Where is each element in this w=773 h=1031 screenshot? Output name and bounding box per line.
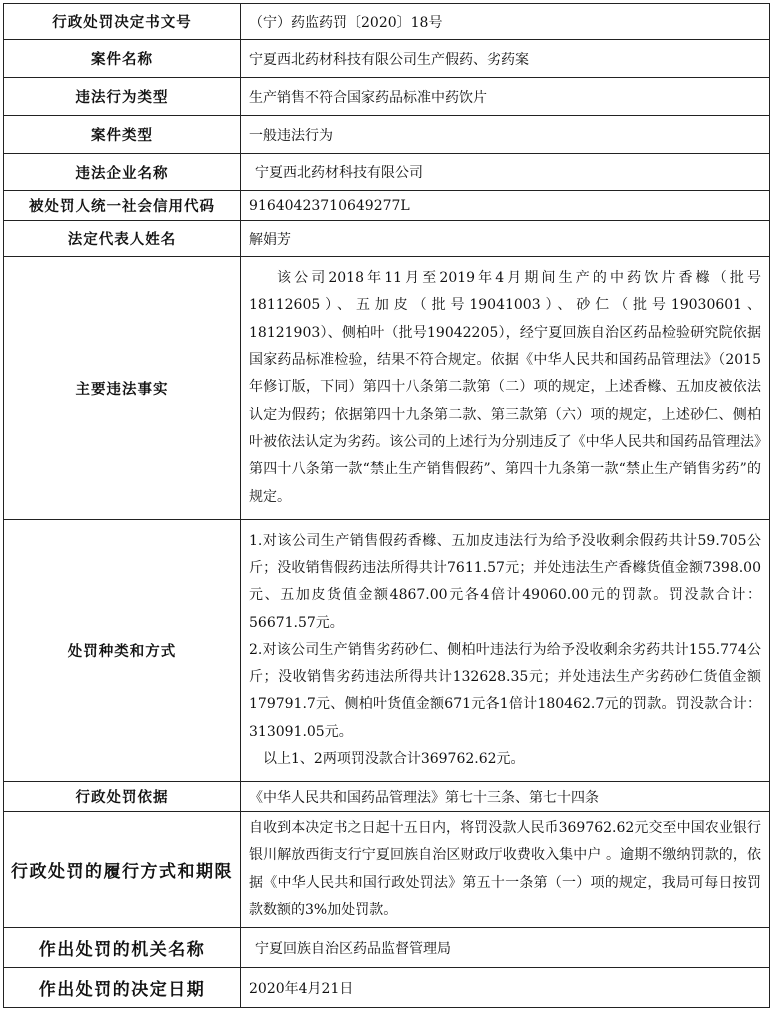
authority-value: 宁夏回族自治区药品监督管理局 [241,928,770,968]
row-label-execution-method: 行政处罚的履行方式和期限 [4,812,241,928]
company-name-value: 宁夏西北药材科技有限公司 [241,154,770,191]
case-name-value: 宁夏西北药材科技有限公司生产假药、劣药案 [241,40,770,78]
penalty-decision-table [3,3,770,1008]
table-row [4,812,770,928]
row-label-legal-representative: 法定代表人姓名 [4,221,241,257]
row-label-penalty-type: 处罚种类和方式 [4,520,241,782]
penalty-item-2: 2.对该公司生产销售劣药砂仁、侧柏叶违法行为给予没收剩余劣药共计155.774公斤；没收销售劣药违法所得共计132628.35元；并处违法生产劣药砂仁货值金额179791.7元、侧柏叶货值金额671元各1倍计180462.7元的罚款。罚没款合计：313091.05元。 [249,641,761,740]
table-row [4,116,770,154]
table-row [4,221,770,257]
table-row [4,928,770,968]
row-label-violation-type: 违法行为类型 [4,78,241,116]
execution-method-text: 自收到本决定书之日起十五日内，将罚没款人民币369762.62元交至中国农业银行银川解放西街支行宁夏回族自治区财政厅收费收入集中户 。逾期不缴纳罚款的，依据《中华人民共和国行政处罚法》第五十一条第（一）项的规定，我局可每日按罚款数额的3%加处罚款。 [249,819,761,918]
row-label-main-facts: 主要违法事实 [4,257,241,520]
row-label-case-name: 案件名称 [4,40,241,78]
execution-method-cell [241,812,770,928]
table-row [4,520,770,782]
decision-number-value: （宁）药监药罚〔2020〕18号 [241,4,770,40]
legal-representative-value: 解娟芳 [241,221,770,257]
main-facts-cell [241,257,770,520]
row-label-case-type: 案件类型 [4,116,241,154]
main-facts-text: 该公司2018年11月至2019年4月期间生产的中药饮片香橼（批号18112605）、五加皮（批号19041003）、砂仁（批号19030601、18121903）、侧柏叶（批号19042205），经宁夏回族自治区药品检验研究院依据国家药品标准检验，结果不符合规定。依据《中华人民共和国药品管理法》（2015年修订版，下同）第四十八条第二款第（二）项的规定，上述香橼、五加皮被依法认定为假药；依据第四十九条第二款、第三款第（六）项的规定，上述砂仁、侧柏叶被依法认定为劣药。该公司的上述行为分别违反了《中华人民共和国药品管理法》第四十八条第一款“禁止生产销售假药”、第四十九条第一款“禁止生产销售劣药”的规定。 [249,270,761,505]
case-type-value: 一般违法行为 [241,116,770,154]
decision-date-value: 2020年4月21日 [241,968,770,1008]
penalty-type-cell [241,520,770,782]
table-row [4,257,770,520]
credit-code-value: 91640423710649277L [241,191,770,221]
row-label-company-name: 违法企业名称 [4,154,241,191]
row-label-penalty-basis: 行政处罚依据 [4,782,241,812]
table-row [4,4,770,40]
row-label-decision-number: 行政处罚决定书文号 [4,4,241,40]
row-label-decision-date: 作出处罚的决定日期 [4,968,241,1008]
table-row [4,191,770,221]
table-row [4,78,770,116]
penalty-item-1: 1.对该公司生产销售假药香橼、五加皮违法行为给予没收剩余假药共计59.705公斤；没收销售假药违法所得共计7611.57元；并处违法生产香橼货值金额7398.00元、五加皮货值金额4867.00元各4倍计49060.00元的罚款。罚没款合计：56671.57元。 [249,532,761,631]
penalty-total: 以上1、2两项罚没款合计369762.62元。 [263,751,525,768]
row-label-authority: 作出处罚的机关名称 [4,928,241,968]
table-row [4,40,770,78]
table-row [4,154,770,191]
table-row [4,968,770,1008]
penalty-basis-value: 《中华人民共和国药品管理法》第七十三条、第七十四条 [241,782,770,812]
row-label-credit-code: 被处罚人统一社会信用代码 [4,191,241,221]
table-row [4,782,770,812]
violation-type-value: 生产销售不符合国家药品标准中药饮片 [241,78,770,116]
